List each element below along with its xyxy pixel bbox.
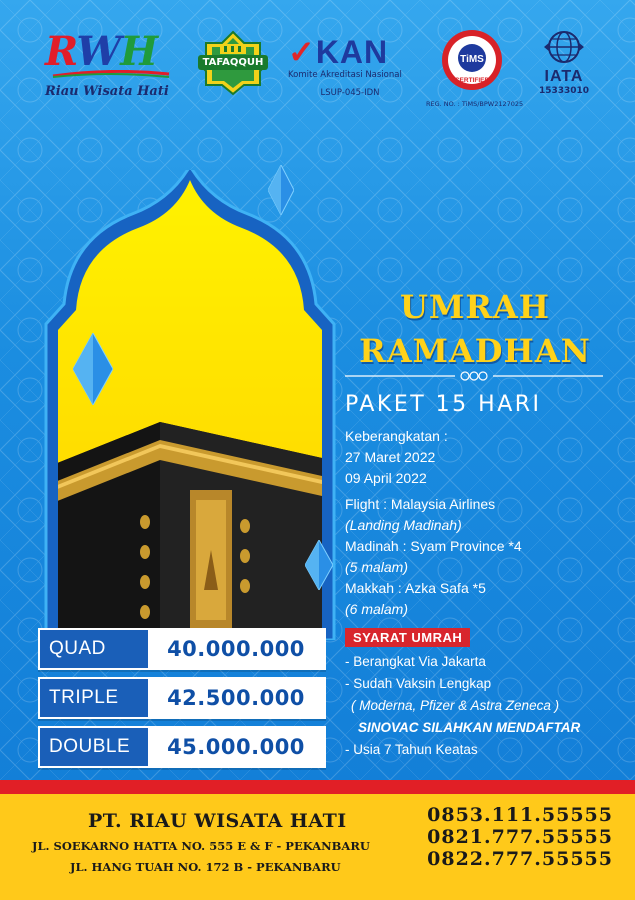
makkah-hotel: Makkah : Azka Safa *5 <box>345 580 486 596</box>
kan-check-icon: ✓ <box>288 34 316 70</box>
tims-reg-number: REG. NO. : TiMS/BPW2127025 <box>426 100 524 108</box>
company-name: PT. RIAU WISATA HATI <box>88 810 347 832</box>
requirement-subitem: SINOVAC SILAHKAN MENDAFTAR <box>358 720 581 735</box>
rwh-logo <box>45 30 185 110</box>
diamond-ornament <box>73 333 113 405</box>
requirement-item: - Sudah Vaksin Lengkap <box>345 676 492 691</box>
tims-seal-text: TiMS <box>460 54 484 65</box>
rwh-swoosh <box>51 70 171 78</box>
price-room-type: DOUBLE <box>40 728 148 766</box>
title-line-1: UMRAH <box>400 288 550 326</box>
price-amount: 40.000.000 <box>148 630 324 668</box>
departure-label: Keberangkatan : <box>345 428 448 444</box>
company-address: JL. SOEKARNO HATTA NO. 555 E & F - PEKANBARU <box>32 839 370 853</box>
iata-number: 15333010 <box>538 86 590 96</box>
company-address: JL. HANG TUAH NO. 172 B - PEKANBARU <box>70 860 341 874</box>
kan-logo <box>288 36 418 98</box>
flight-info: Flight : Malaysia Airlines <box>345 496 496 512</box>
trip-details <box>345 426 615 620</box>
phone-number: 0822.777.55555 <box>427 848 613 870</box>
kaaba-illustration <box>40 422 322 640</box>
price-row-quad <box>38 628 326 670</box>
tafaqquh-logo-text: TAFAQQUH <box>198 55 268 70</box>
footer <box>0 794 635 900</box>
diamond-ornament <box>268 165 294 215</box>
title-line-2: RAMADHAN <box>359 332 591 370</box>
makkah-nights: (6 malam) <box>345 601 409 617</box>
tims-seal-icon <box>440 28 504 92</box>
madinah-nights: (5 malam) <box>345 559 409 575</box>
kan-logo-code: LSUP-045-IDN <box>320 88 380 98</box>
kan-logo-subtitle: Komite Akreditasi Nasional <box>288 70 402 80</box>
price-row-double <box>38 726 326 768</box>
phone-list <box>398 804 613 870</box>
requirements-list <box>345 651 615 761</box>
tims-logo <box>426 28 524 110</box>
footer-red-stripe <box>0 780 635 794</box>
price-room-type: QUAD <box>40 630 148 668</box>
price-row-triple <box>38 677 326 719</box>
rwh-logo-mark: RWH <box>45 28 158 75</box>
requirement-subitem: ( Moderna, Pfizer & Astra Zeneca ) <box>351 698 560 713</box>
iata-logo-text: IATA <box>544 68 584 85</box>
departure-date: 27 Maret 2022 <box>345 449 436 465</box>
tims-seal-badge: CERTIFIED <box>454 77 490 84</box>
tafaqquh-logo <box>198 30 268 96</box>
partner-logos <box>0 22 635 112</box>
package-duration: PAKET 15 HARI <box>345 392 542 417</box>
price-amount: 45.000.000 <box>148 728 324 766</box>
price-amount: 42.500.000 <box>148 679 324 717</box>
madinah-hotel: Madinah : Syam Province *4 <box>345 538 522 554</box>
ornament-divider <box>345 370 603 382</box>
requirement-item: - Usia 7 Tahun Keatas <box>345 742 478 757</box>
phone-number: 0853.111.55555 <box>427 804 613 826</box>
price-room-type: TRIPLE <box>40 679 148 717</box>
flight-note: (Landing Madinah) <box>345 517 462 533</box>
poster-title <box>340 285 610 373</box>
globe-icon <box>544 30 584 64</box>
phone-number: 0821.777.55555 <box>427 826 613 848</box>
iata-logo <box>524 30 604 110</box>
rwh-logo-subtitle: Riau Wisata Hati <box>45 84 169 99</box>
requirement-item: - Berangkat Via Jakarta <box>345 654 486 669</box>
price-table <box>38 628 326 775</box>
requirements-section <box>345 628 615 761</box>
departure-date: 09 April 2022 <box>345 470 427 486</box>
kan-logo-mark: ✓KAN <box>288 34 389 70</box>
diamond-ornament <box>305 540 333 590</box>
requirements-badge: SYARAT UMRAH <box>345 628 470 647</box>
